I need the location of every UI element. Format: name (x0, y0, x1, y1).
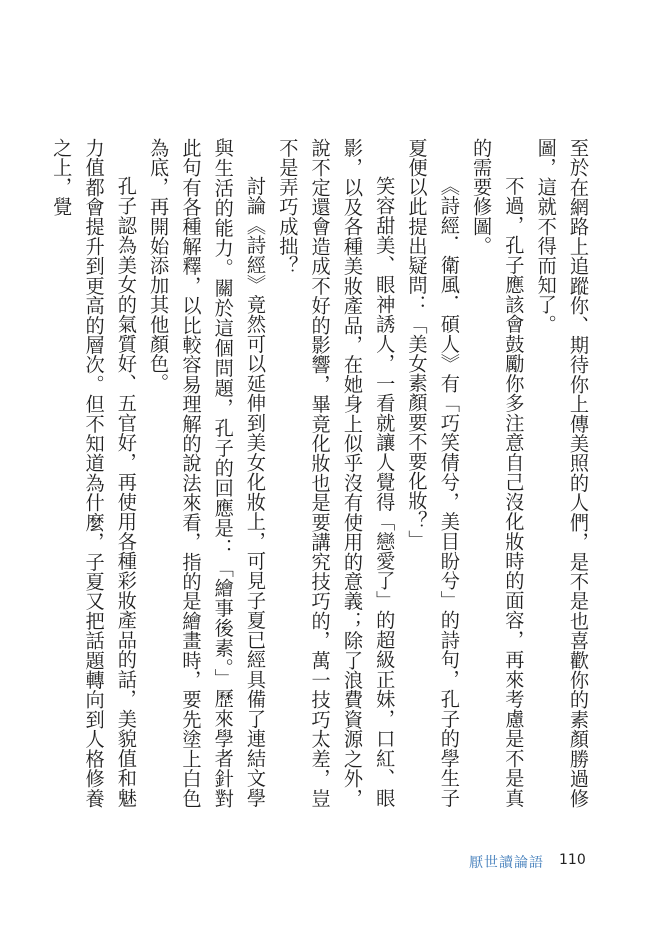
footer-book-title: 厭世讀論語 (469, 855, 544, 871)
page-number: 110 (559, 852, 586, 868)
paragraph-2: 不過，孔子應該會鼓勵你多注意自己沒化妝時的面容，再來考慮是不是真的需要修圖。 (470, 138, 526, 808)
vertical-text-block (50, 138, 594, 808)
paragraph-3: 《詩經．衛風．碩人》有「巧笑倩兮，美目盼兮」的詩句，孔子的學生子夏便以此提出疑問：「美女素顏要不要化妝？」 (405, 138, 461, 808)
paragraph-4: 笑容甜美、眼神誘人，一看就讓人覺得「戀愛了」的超級正妹，口紅、眼影，以及各種美妝產品，在她身上似乎沒有使用的意義；除了浪費資源之外，說不定還會造成不好的影響，畢竟化妝也是要講究技巧的，萬一技巧太差，豈不是弄巧成拙？ (276, 138, 397, 808)
paragraph-1: 至於在網路上追蹤你、期待你上傳美照的人們，是不是也喜歡你的素顏勝過修圖，這就不得而知了。 (534, 138, 590, 808)
paragraph-5: 討論《詩經》竟然可以延伸到美女化妝上，可見子夏已經具備了連結文學與生活的能力。關於這個問題，孔子的回應是：「繪事後素。」歷來學者針對此句有各種解釋，以比較容易理解的說法來看，指的是繪畫時，要先塗上白色為底，再開始添加其他顏色。 (147, 138, 268, 808)
paragraph-6: 孔子認為美女的氣質好、五官好，再使用各種彩妝產品的話，美貌值和魅力值都會提升到更高的層次。但不知道為什麼，子夏又把話題轉向到人格修養之上，覺 (50, 138, 138, 808)
